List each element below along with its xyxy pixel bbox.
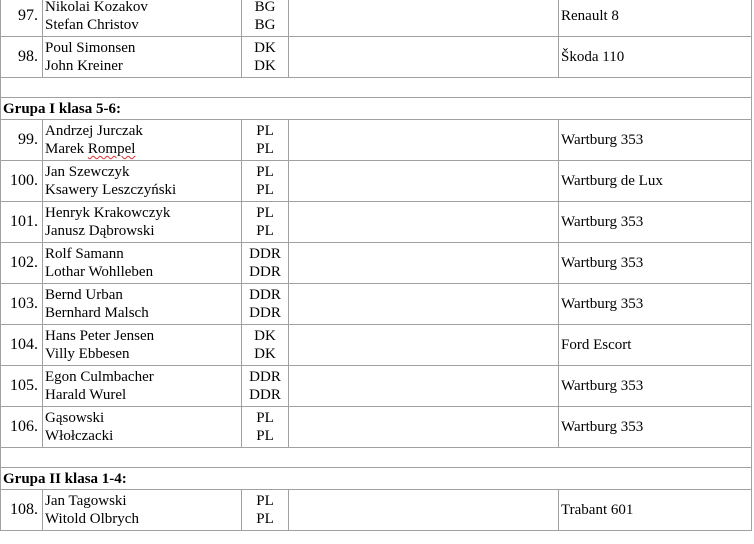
- start-number: 97.: [1, 0, 43, 37]
- driver-nationality: DK: [254, 328, 276, 344]
- crew-cell: [43, 366, 242, 407]
- entry-row: [1, 161, 752, 202]
- codriver-nationality: PL: [256, 428, 274, 444]
- entry-row: [1, 37, 752, 78]
- group-heading: Grupa II klasa 1-4:: [1, 468, 752, 490]
- crew-cell: [43, 284, 242, 325]
- codriver-nationality: DK: [254, 58, 276, 74]
- driver-name: Egon Culmbacher: [45, 369, 154, 385]
- codriver-nationality: DDR: [249, 387, 281, 403]
- driver-name: Jan Tagowski: [45, 493, 127, 509]
- start-number: 106.: [1, 407, 43, 448]
- car-model: Škoda 110: [559, 37, 752, 78]
- codriver-nationality: PL: [256, 511, 274, 527]
- empty-cell: [289, 366, 559, 407]
- driver-nationality: PL: [256, 205, 274, 221]
- codriver-name: Witold Olbrych: [45, 511, 139, 527]
- crew-cell: [43, 407, 242, 448]
- nationality-cell: [242, 37, 289, 78]
- empty-cell: [289, 284, 559, 325]
- crew-cell: [43, 161, 242, 202]
- group-header-row: [1, 98, 752, 120]
- driver-name: Henryk Krakowczyk: [45, 205, 171, 221]
- empty-cell: [289, 120, 559, 161]
- driver-name: Poul Simonsen: [45, 40, 136, 56]
- codriver-name: John Kreiner: [45, 58, 123, 74]
- codriver-name: Janusz Dąbrowski: [45, 223, 155, 239]
- nationality-cell: [242, 161, 289, 202]
- codriver-name: Bernhard Malsch: [45, 305, 149, 321]
- codriver-name: Harald Wurel: [45, 387, 127, 403]
- nationality-cell: [242, 0, 289, 37]
- codriver-name: Villy Ebbesen: [45, 346, 130, 362]
- start-number: 105.: [1, 366, 43, 407]
- nationality-cell: [242, 490, 289, 531]
- car-model: Wartburg 353: [559, 407, 752, 448]
- group-heading: Grupa I klasa 5-6:: [1, 98, 752, 120]
- driver-name: Jan Szewczyk: [45, 164, 130, 180]
- crew-cell: [43, 243, 242, 284]
- entry-row: [1, 0, 752, 37]
- driver-nationality: BG: [254, 0, 276, 15]
- entry-row: [1, 284, 752, 325]
- spacer-cell: [1, 78, 752, 98]
- driver-nationality: DDR: [249, 287, 281, 303]
- driver-name: Rolf Samann: [45, 246, 124, 262]
- start-number: 104.: [1, 325, 43, 366]
- empty-cell: [289, 490, 559, 531]
- crew-cell: [43, 490, 242, 531]
- crew-cell: [43, 0, 242, 37]
- car-model: Wartburg 353: [559, 284, 752, 325]
- codriver-nationality: PL: [256, 223, 274, 239]
- driver-name: Nikolai Kozakov: [45, 0, 148, 15]
- entry-row: [1, 202, 752, 243]
- spacer-row: [1, 78, 752, 98]
- group-header-row: [1, 468, 752, 490]
- empty-cell: [289, 37, 559, 78]
- codriver-name: Włołczacki: [45, 428, 114, 444]
- driver-name: Bernd Urban: [45, 287, 123, 303]
- codriver-name: Ksawery Leszczyński: [45, 182, 177, 198]
- nationality-cell: [242, 243, 289, 284]
- empty-cell: [289, 407, 559, 448]
- driver-nationality: PL: [256, 164, 274, 180]
- empty-cell: [289, 161, 559, 202]
- entry-list-body: [1, 0, 752, 531]
- codriver-nationality: BG: [254, 17, 276, 33]
- entry-row: [1, 243, 752, 284]
- car-model: Wartburg 353: [559, 202, 752, 243]
- codriver-name: Lothar Wohlleben: [45, 264, 154, 280]
- start-number: 98.: [1, 37, 43, 78]
- codriver-name: Stefan Christov: [45, 17, 139, 33]
- nationality-cell: [242, 407, 289, 448]
- entry-row: [1, 490, 752, 531]
- codriver-name: Marek Rompel: [45, 141, 136, 157]
- codriver-nationality: DDR: [249, 264, 281, 280]
- nationality-cell: [242, 120, 289, 161]
- codriver-nationality: DDR: [249, 305, 281, 321]
- driver-name: Gąsowski: [45, 410, 105, 426]
- entry-row: [1, 366, 752, 407]
- car-model: Trabant 601: [559, 490, 752, 531]
- driver-name: Andrzej Jurczak: [45, 123, 143, 139]
- car-model: Renault 8: [559, 0, 752, 37]
- car-model: Wartburg 353: [559, 120, 752, 161]
- driver-nationality: DDR: [249, 246, 281, 262]
- driver-name: Hans Peter Jensen: [45, 328, 155, 344]
- empty-cell: [289, 202, 559, 243]
- car-model: Wartburg 353: [559, 243, 752, 284]
- crew-cell: [43, 37, 242, 78]
- entry-row: [1, 407, 752, 448]
- nationality-cell: [242, 366, 289, 407]
- entry-row: [1, 325, 752, 366]
- crew-cell: [43, 202, 242, 243]
- car-model: Wartburg 353: [559, 366, 752, 407]
- codriver-nationality: PL: [256, 141, 274, 157]
- nationality-cell: [242, 325, 289, 366]
- empty-cell: [289, 243, 559, 284]
- start-number: 102.: [1, 243, 43, 284]
- start-number: 103.: [1, 284, 43, 325]
- driver-nationality: PL: [256, 493, 274, 509]
- start-number: 100.: [1, 161, 43, 202]
- empty-cell: [289, 0, 559, 37]
- spacer-cell: [1, 448, 752, 468]
- driver-nationality: DDR: [249, 369, 281, 385]
- nationality-cell: [242, 284, 289, 325]
- start-number: 101.: [1, 202, 43, 243]
- entry-row: [1, 120, 752, 161]
- codriver-nationality: DK: [254, 346, 276, 362]
- driver-nationality: PL: [256, 123, 274, 139]
- start-number: 99.: [1, 120, 43, 161]
- spellcheck-flagged-word: Rompel: [87, 141, 136, 157]
- nationality-cell: [242, 202, 289, 243]
- start-number: 108.: [1, 490, 43, 531]
- car-model: Ford Escort: [559, 325, 752, 366]
- driver-nationality: DK: [254, 40, 276, 56]
- crew-cell: [43, 325, 242, 366]
- driver-nationality: PL: [256, 410, 274, 426]
- codriver-nationality: PL: [256, 182, 274, 198]
- car-model: Wartburg de Lux: [559, 161, 752, 202]
- crew-cell: [43, 120, 242, 161]
- empty-cell: [289, 325, 559, 366]
- spacer-row: [1, 448, 752, 468]
